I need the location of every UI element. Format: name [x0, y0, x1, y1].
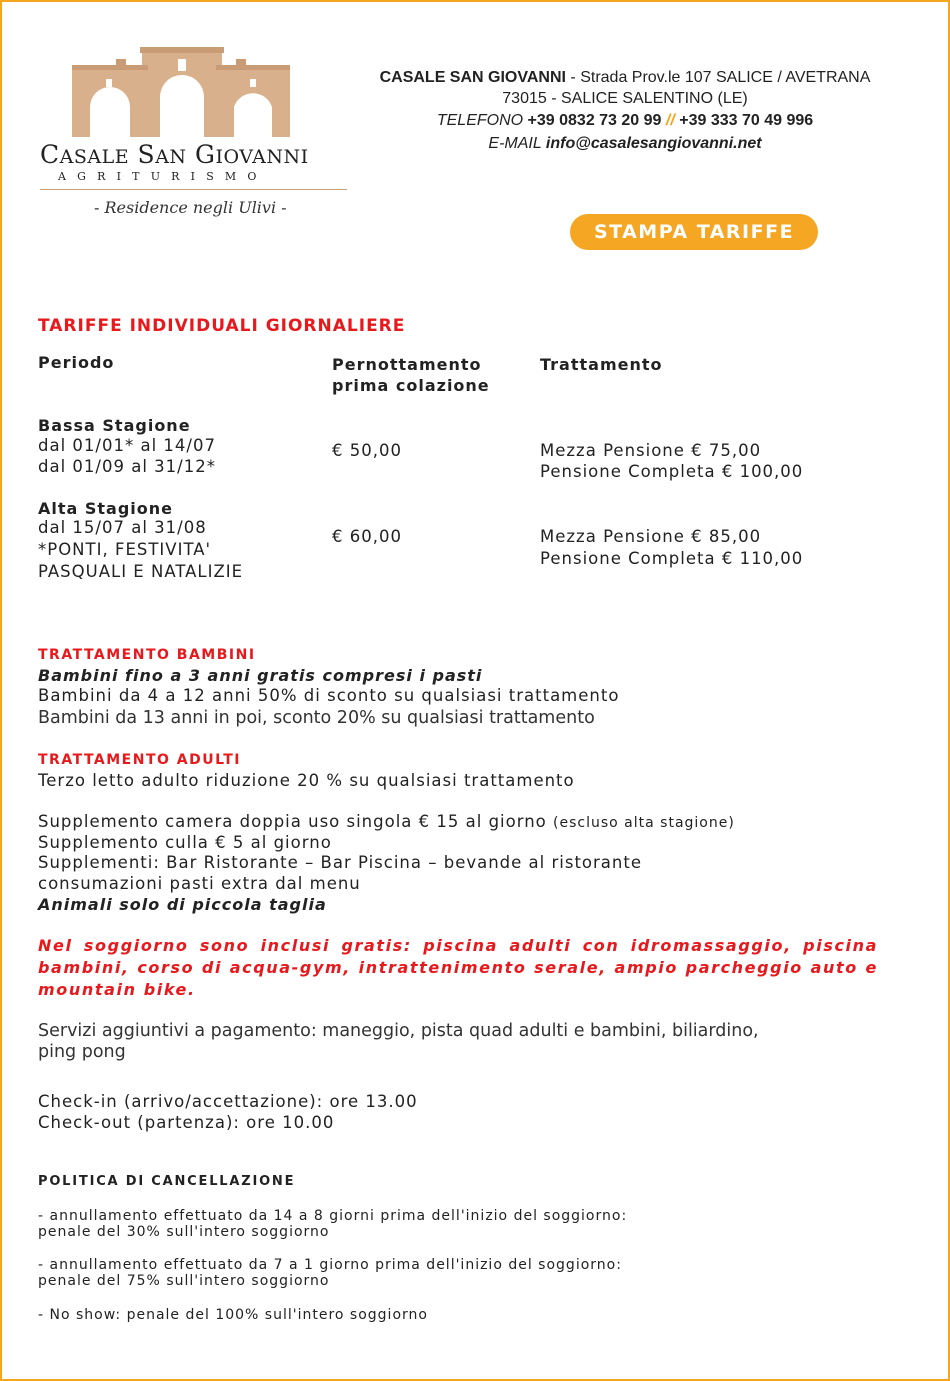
low-season-dates1: dal 01/01* al 14/07 — [38, 436, 216, 455]
checkout-time: Check-out (partenza): ore 10.00 — [38, 1113, 335, 1132]
logo-tagline: - Residence negli Ulivi - — [94, 198, 287, 217]
contact-address-line2: 73015 - SALICE SALENTINO (LE) — [502, 90, 748, 107]
cancellation-item2-line2: penale del 75% sull'intero soggiorno — [38, 1273, 330, 1289]
children-line1: Bambini fino a 3 anni gratis compresi i pasti — [38, 666, 483, 685]
checkin-time: Check-in (arrivo/accettazione): ore 13.00 — [38, 1092, 418, 1111]
cancellation-item1-line1: - annullamento effettuato da 14 a 8 giorni prima dell'inizio del soggiorno: — [38, 1208, 628, 1224]
adults-title: TRATTAMENTO ADULTI — [38, 752, 241, 768]
col-header-period: Periodo — [38, 353, 115, 372]
high-season-name: Alta Stagione — [38, 499, 174, 518]
contact-address-line1: CASALE SAN GIOVANNI - Strada Prov.le 107 SALICE / AVETRANA — [379, 69, 871, 86]
cancellation-item1-line2: penale del 30% sull'intero soggiorno — [38, 1224, 330, 1240]
cancellation-item3: - No show: penale del 100% sull'intero soggiorno — [38, 1307, 428, 1323]
high-season-half-board: Mezza Pensione € 85,00 — [540, 527, 762, 546]
col-header-room-line1: Pernottamento — [332, 355, 482, 374]
included-services: Nel soggiorno sono inclusi gratis: piscina adulti con idromassaggio, piscina bambini, corso di acqua-gym, intrattenimento serale, ampio parcheggio auto e mountain bike. — [38, 936, 878, 999]
supplement-bar: Supplementi: Bar Ristorante – Bar Piscina – bevande al ristorante — [38, 853, 642, 872]
tariffs-title: TARIFFE INDIVIDUALI GIORNALIERE — [38, 316, 406, 336]
high-season-note2: PASQUALI E NATALIZIE — [38, 562, 244, 581]
children-line3: Bambini da 13 anni in poi, sconto 20% su qualsiasi trattamento — [38, 708, 595, 728]
supplement-extra-meals: consumazioni pasti extra dal menu — [38, 874, 361, 893]
supplement-single: Supplemento camera doppia uso singola € 15 al giorno (escluso alta stagione) — [38, 812, 735, 831]
supplement-cot: Supplemento culla € 5 al giorno — [38, 833, 332, 852]
col-header-treatment: Trattamento — [540, 355, 663, 374]
arches-logo-icon — [72, 45, 292, 137]
low-season-half-board: Mezza Pensione € 75,00 — [540, 441, 762, 460]
children-title: TRATTAMENTO BAMBINI — [38, 647, 256, 663]
low-season-dates2: dal 01/09 al 31/12* — [38, 457, 216, 476]
pets-policy: Animali solo di piccola taglia — [38, 895, 327, 914]
contact-phone: TELEFONO +39 0832 73 20 99 // +39 333 70 49 996 — [436, 112, 814, 129]
high-season-price: € 60,00 — [332, 527, 402, 546]
cancellation-title: POLITICA DI CANCELLAZIONE — [38, 1174, 296, 1189]
logo-divider — [40, 189, 347, 190]
col-header-room-line2: prima colazione — [332, 376, 490, 395]
print-tariffs-button[interactable]: STAMPA TARIFFE — [570, 214, 818, 250]
extra-services-line2: ping pong — [38, 1042, 126, 1062]
low-season-name: Bassa Stagione — [38, 416, 191, 435]
adults-line1: Terzo letto adulto riduzione 20 % su qualsiasi trattamento — [38, 771, 575, 790]
logo-name: CASALE SAN GIOVANNI — [40, 140, 309, 169]
children-line2: Bambini da 4 a 12 anni 50% di sconto su qualsiasi trattamento — [38, 686, 620, 705]
low-season-full-board: Pensione Completa € 100,00 — [540, 462, 804, 481]
cancellation-item2-line1: - annullamento effettuato da 7 a 1 giorno prima dell'inizio del soggiorno: — [38, 1257, 622, 1273]
high-season-dates: dal 15/07 al 31/08 — [38, 518, 207, 537]
extra-services-line1: Servizi aggiuntivi a pagamento: maneggio, pista quad adulti e bambini, biliardino, — [38, 1021, 759, 1041]
high-season-full-board: Pensione Completa € 110,00 — [540, 549, 804, 568]
low-season-price: € 50,00 — [332, 441, 402, 460]
logo-subtitle: AGRITURISMO — [58, 170, 268, 183]
contact-email: E-MAIL info@casalesangiovanni.net — [488, 135, 762, 152]
high-season-note1: *PONTI, FESTIVITA' — [38, 540, 212, 559]
